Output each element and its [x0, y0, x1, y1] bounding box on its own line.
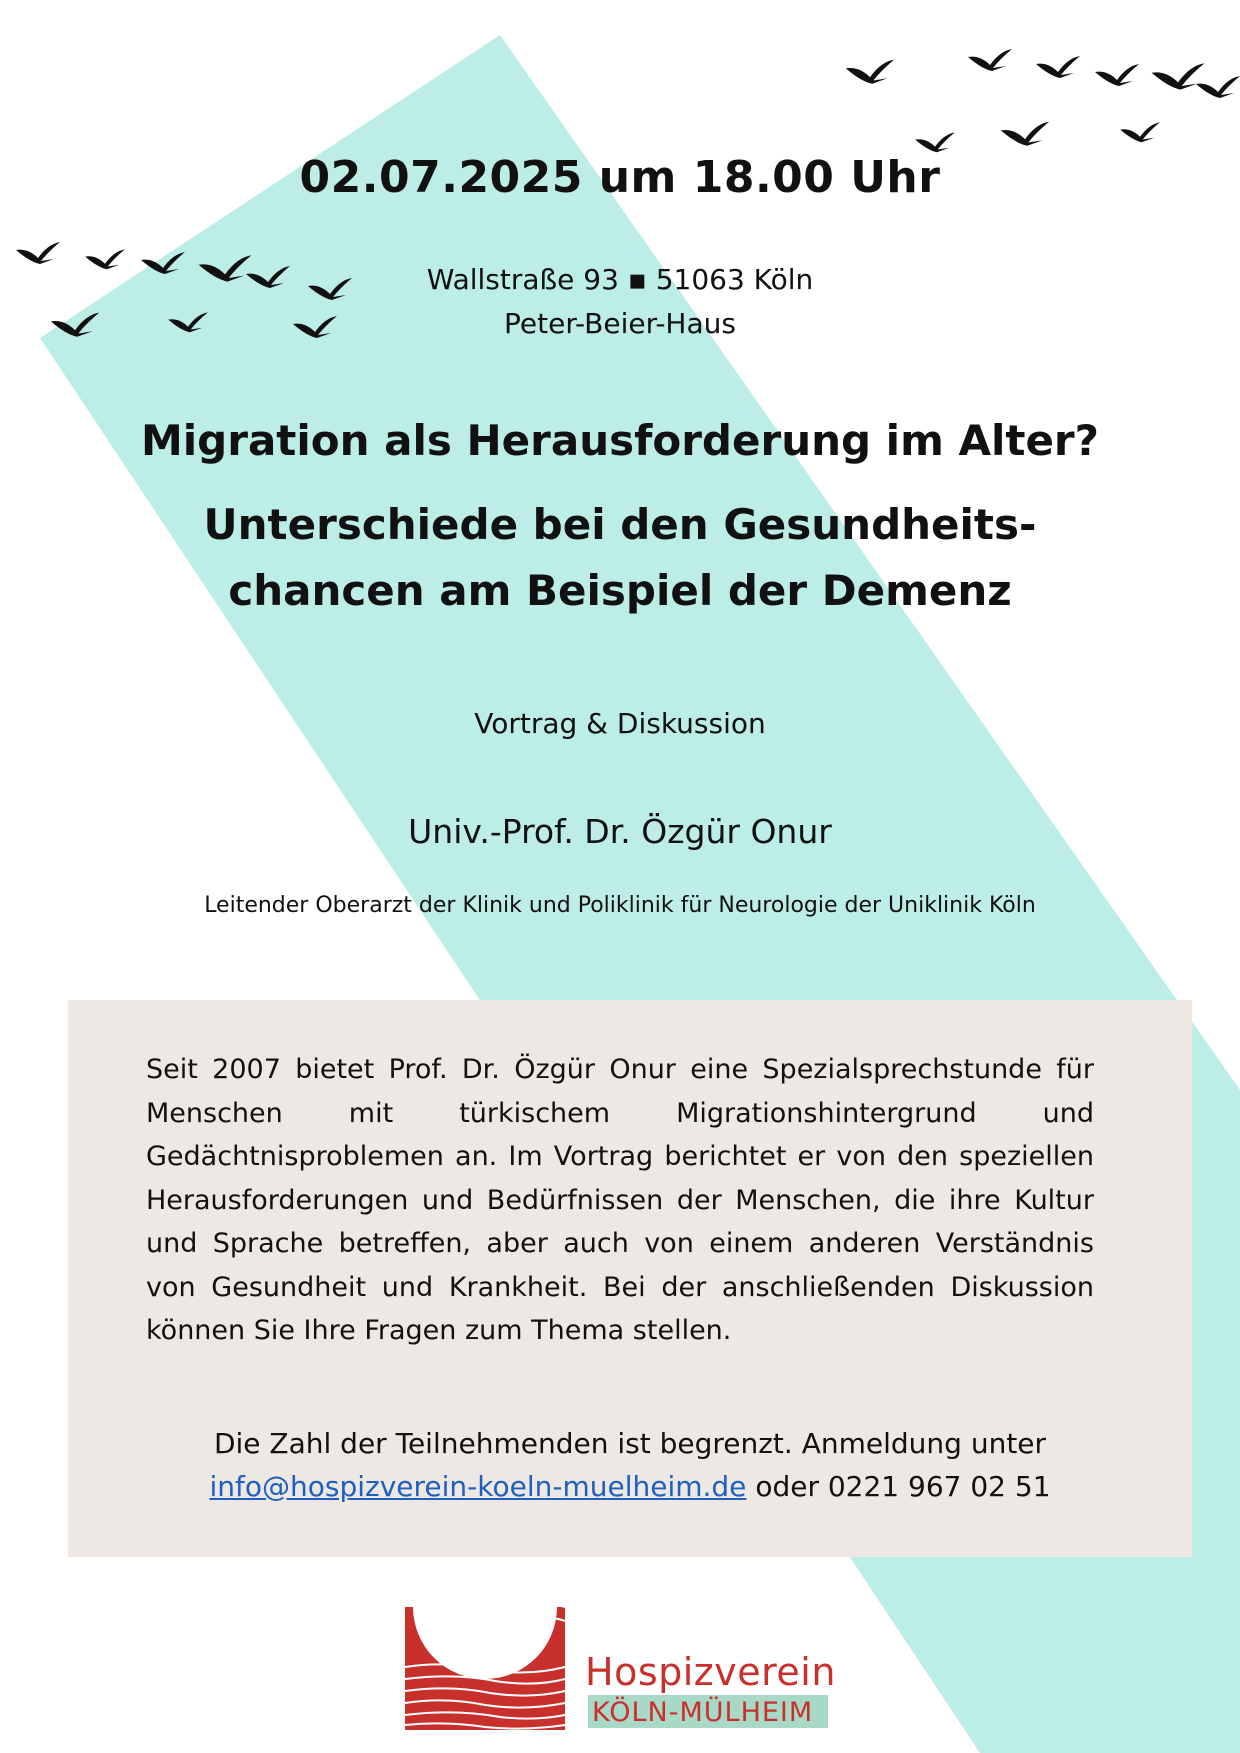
talk-subtitle-line1: Unterschiede bei den Gesundheits-: [203, 500, 1037, 549]
speaker-role: Leitender Oberarzt der Klinik und Poliklinik für Neurologie der Uniklinik Köln: [204, 893, 1036, 918]
logo-text-line1: Hospizverein: [585, 1650, 836, 1694]
bird-silhouette-icon: [1152, 63, 1205, 89]
talk-description: Seit 2007 bietet Prof. Dr. Özgür Onur eine Spezialsprechstunde für Menschen mit türkischem Migrationshintergrund und Gedächtnisproblemen an. Im Vortrag berichtet er von den speziellen Herausforderungen und Bedürfnissen der Menschen, die ihre Kultur und Sprache betreffen, aber auch von einem anderen Verständnis von Gesundheit und Krankheit. Bei der anschließenden Diskussion können Sie Ihre Fragen zum Thema stellen.: [146, 1054, 1094, 1346]
bird-silhouette-icon: [1095, 64, 1139, 86]
bird-silhouette-icon: [16, 242, 60, 264]
speaker-name: Univ.-Prof. Dr. Özgür Onur: [408, 812, 832, 851]
event-datetime: 02.07.2025 um 18.00 Uhr: [299, 152, 941, 203]
event-address: Wallstraße 93 ▪ 51063 Köln: [426, 263, 814, 296]
bird-silhouette-icon: [1001, 122, 1049, 146]
talk-subtitle-line2: chancen am Beispiel der Demenz: [228, 566, 1012, 615]
bird-silhouette-icon: [846, 60, 894, 84]
bird-silhouette-icon: [968, 49, 1012, 71]
talk-format: Vortrag & Diskussion: [474, 707, 766, 740]
bird-silhouette-icon: [1120, 122, 1160, 142]
phone-text: oder 0221 967 02 51: [755, 1470, 1051, 1503]
logo-icon: [405, 1567, 570, 1732]
bird-silhouette-icon: [1196, 76, 1240, 98]
email-link[interactable]: info@hospizverein-koeln-muelheim.de: [209, 1470, 747, 1503]
registration-note: [68, 1422, 1192, 1508]
event-venue: Peter-Beier-Haus: [504, 307, 736, 340]
registration-text: Die Zahl der Teilnehmenden ist begrenzt. Anmeldung unter: [213, 1427, 1047, 1460]
logo-text-line2: KÖLN-MÜLHEIM: [592, 1697, 814, 1728]
talk-title: Migration als Herausforderung im Alter?: [140, 416, 1100, 465]
bird-silhouette-icon: [915, 132, 955, 152]
bird-silhouette-icon: [1036, 56, 1080, 78]
info-box: [68, 1000, 1192, 1557]
